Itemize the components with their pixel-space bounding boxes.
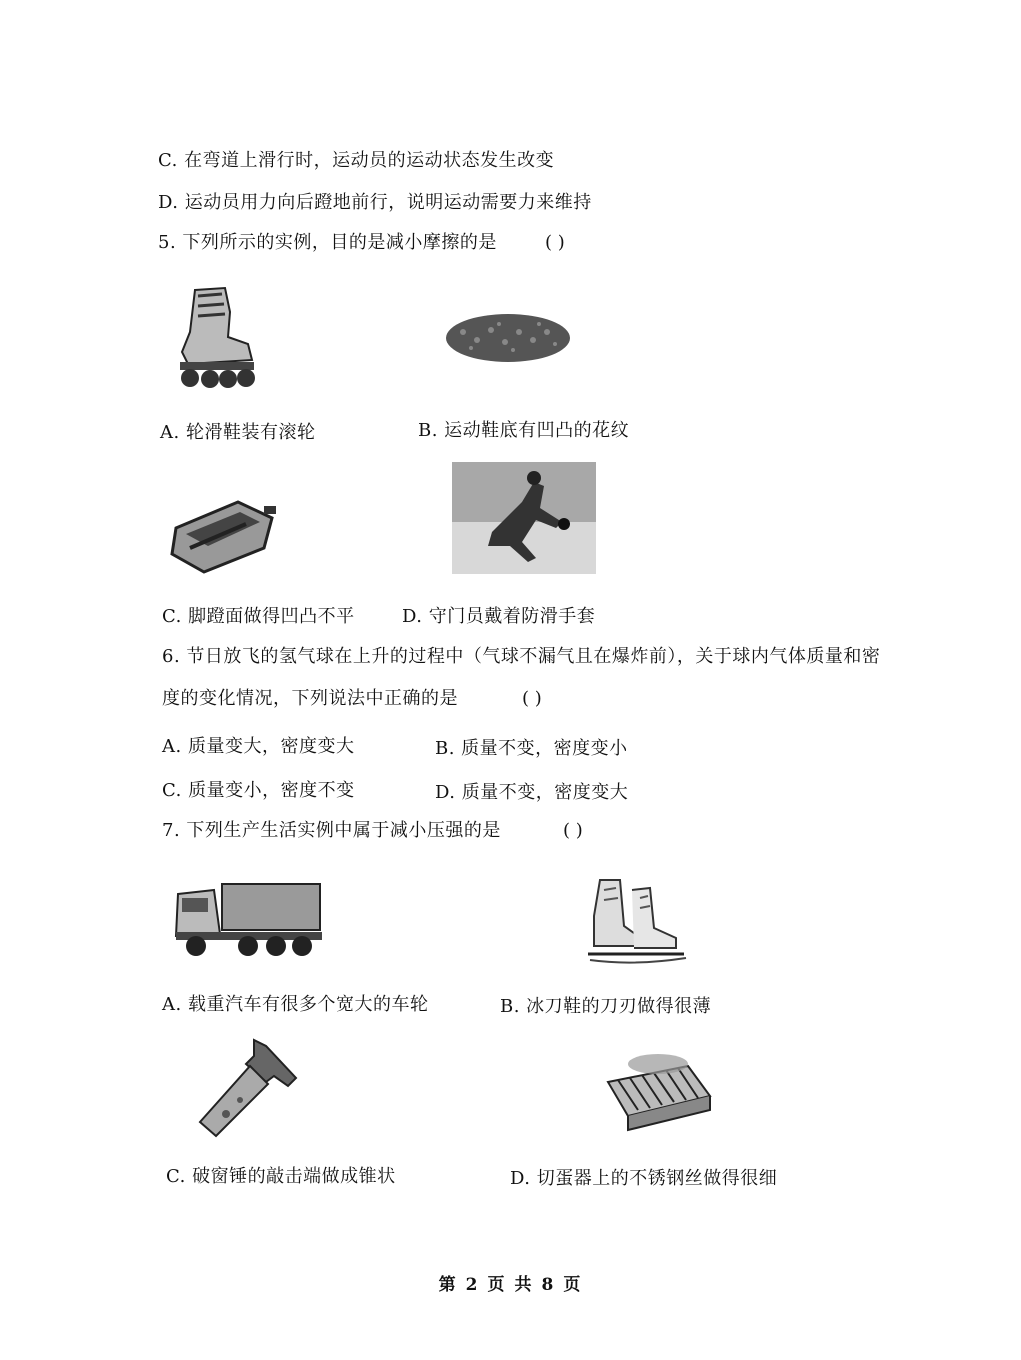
goalkeeper-photo-icon <box>452 462 596 574</box>
q6-answer-bracket: ( ) <box>522 688 542 709</box>
q5-option-a: A. 轮滑鞋装有滚轮 <box>160 422 316 443</box>
roller-skate-icon <box>170 282 260 392</box>
q7-answer-bracket: ( ) <box>563 820 583 841</box>
q5-answer-bracket: ( ) <box>545 232 565 253</box>
safety-hammer-icon <box>196 1036 304 1140</box>
q7-option-a: A. 载重汽车有很多个宽大的车轮 <box>162 994 429 1015</box>
q6-option-c: C. 质量变小，密度不变 <box>162 780 355 801</box>
page-footer <box>0 1270 1021 1295</box>
q6-stem-line1: 6. 节日放飞的氢气球在上升的过程中（气球不漏气且在爆炸前），关于球内气体质量和密 <box>162 646 881 667</box>
footer-text-gong: 共 <box>514 1275 534 1295</box>
q6-option-d: D. 质量不变，密度变大 <box>435 782 629 803</box>
q6-option-a: A. 质量变大，密度变大 <box>162 736 355 757</box>
q7-option-b: B. 冰刀鞋的刀刃做得很薄 <box>500 996 712 1017</box>
q7-stem: 7. 下列生产生活实例中属于减小压强的是 <box>162 820 501 841</box>
footer-text-ye: 页 <box>487 1275 507 1295</box>
dump-truck-icon <box>172 876 324 958</box>
q7-option-c: C. 破窗锤的敲击端做成锥状 <box>166 1166 396 1187</box>
q4-option-c: C. 在弯道上滑行时，运动员的运动状态发生改变 <box>158 150 555 171</box>
footer-text-di: 第 <box>438 1275 458 1295</box>
q5-option-b: B. 运动鞋底有凹凸的花纹 <box>418 420 630 441</box>
total-page-number: 8 <box>541 1275 556 1295</box>
q5-option-c: C. 脚蹬面做得凹凸不平 <box>162 606 355 627</box>
shoe-sole-icon <box>443 310 573 366</box>
q7-option-d: D. 切蛋器上的不锈钢丝做得很细 <box>510 1168 778 1189</box>
q5-stem: 5. 下列所示的实例，目的是减小摩擦的是 <box>158 232 497 253</box>
ice-skate-icon <box>584 876 690 970</box>
q5-option-d: D. 守门员戴着防滑手套 <box>402 606 596 627</box>
q6-stem-line2: 度的变化情况，下列说法中正确的是 <box>162 688 458 709</box>
current-page-number: 2 <box>465 1275 480 1295</box>
footer-text-ye-2: 页 <box>563 1275 583 1295</box>
q4-option-d: D. 运动员用力向后蹬地前行，说明运动需要力来维持 <box>158 192 592 213</box>
egg-slicer-icon <box>598 1050 714 1142</box>
q6-option-b: B. 质量不变，密度变小 <box>435 738 628 759</box>
bicycle-pedal-icon <box>168 488 278 578</box>
